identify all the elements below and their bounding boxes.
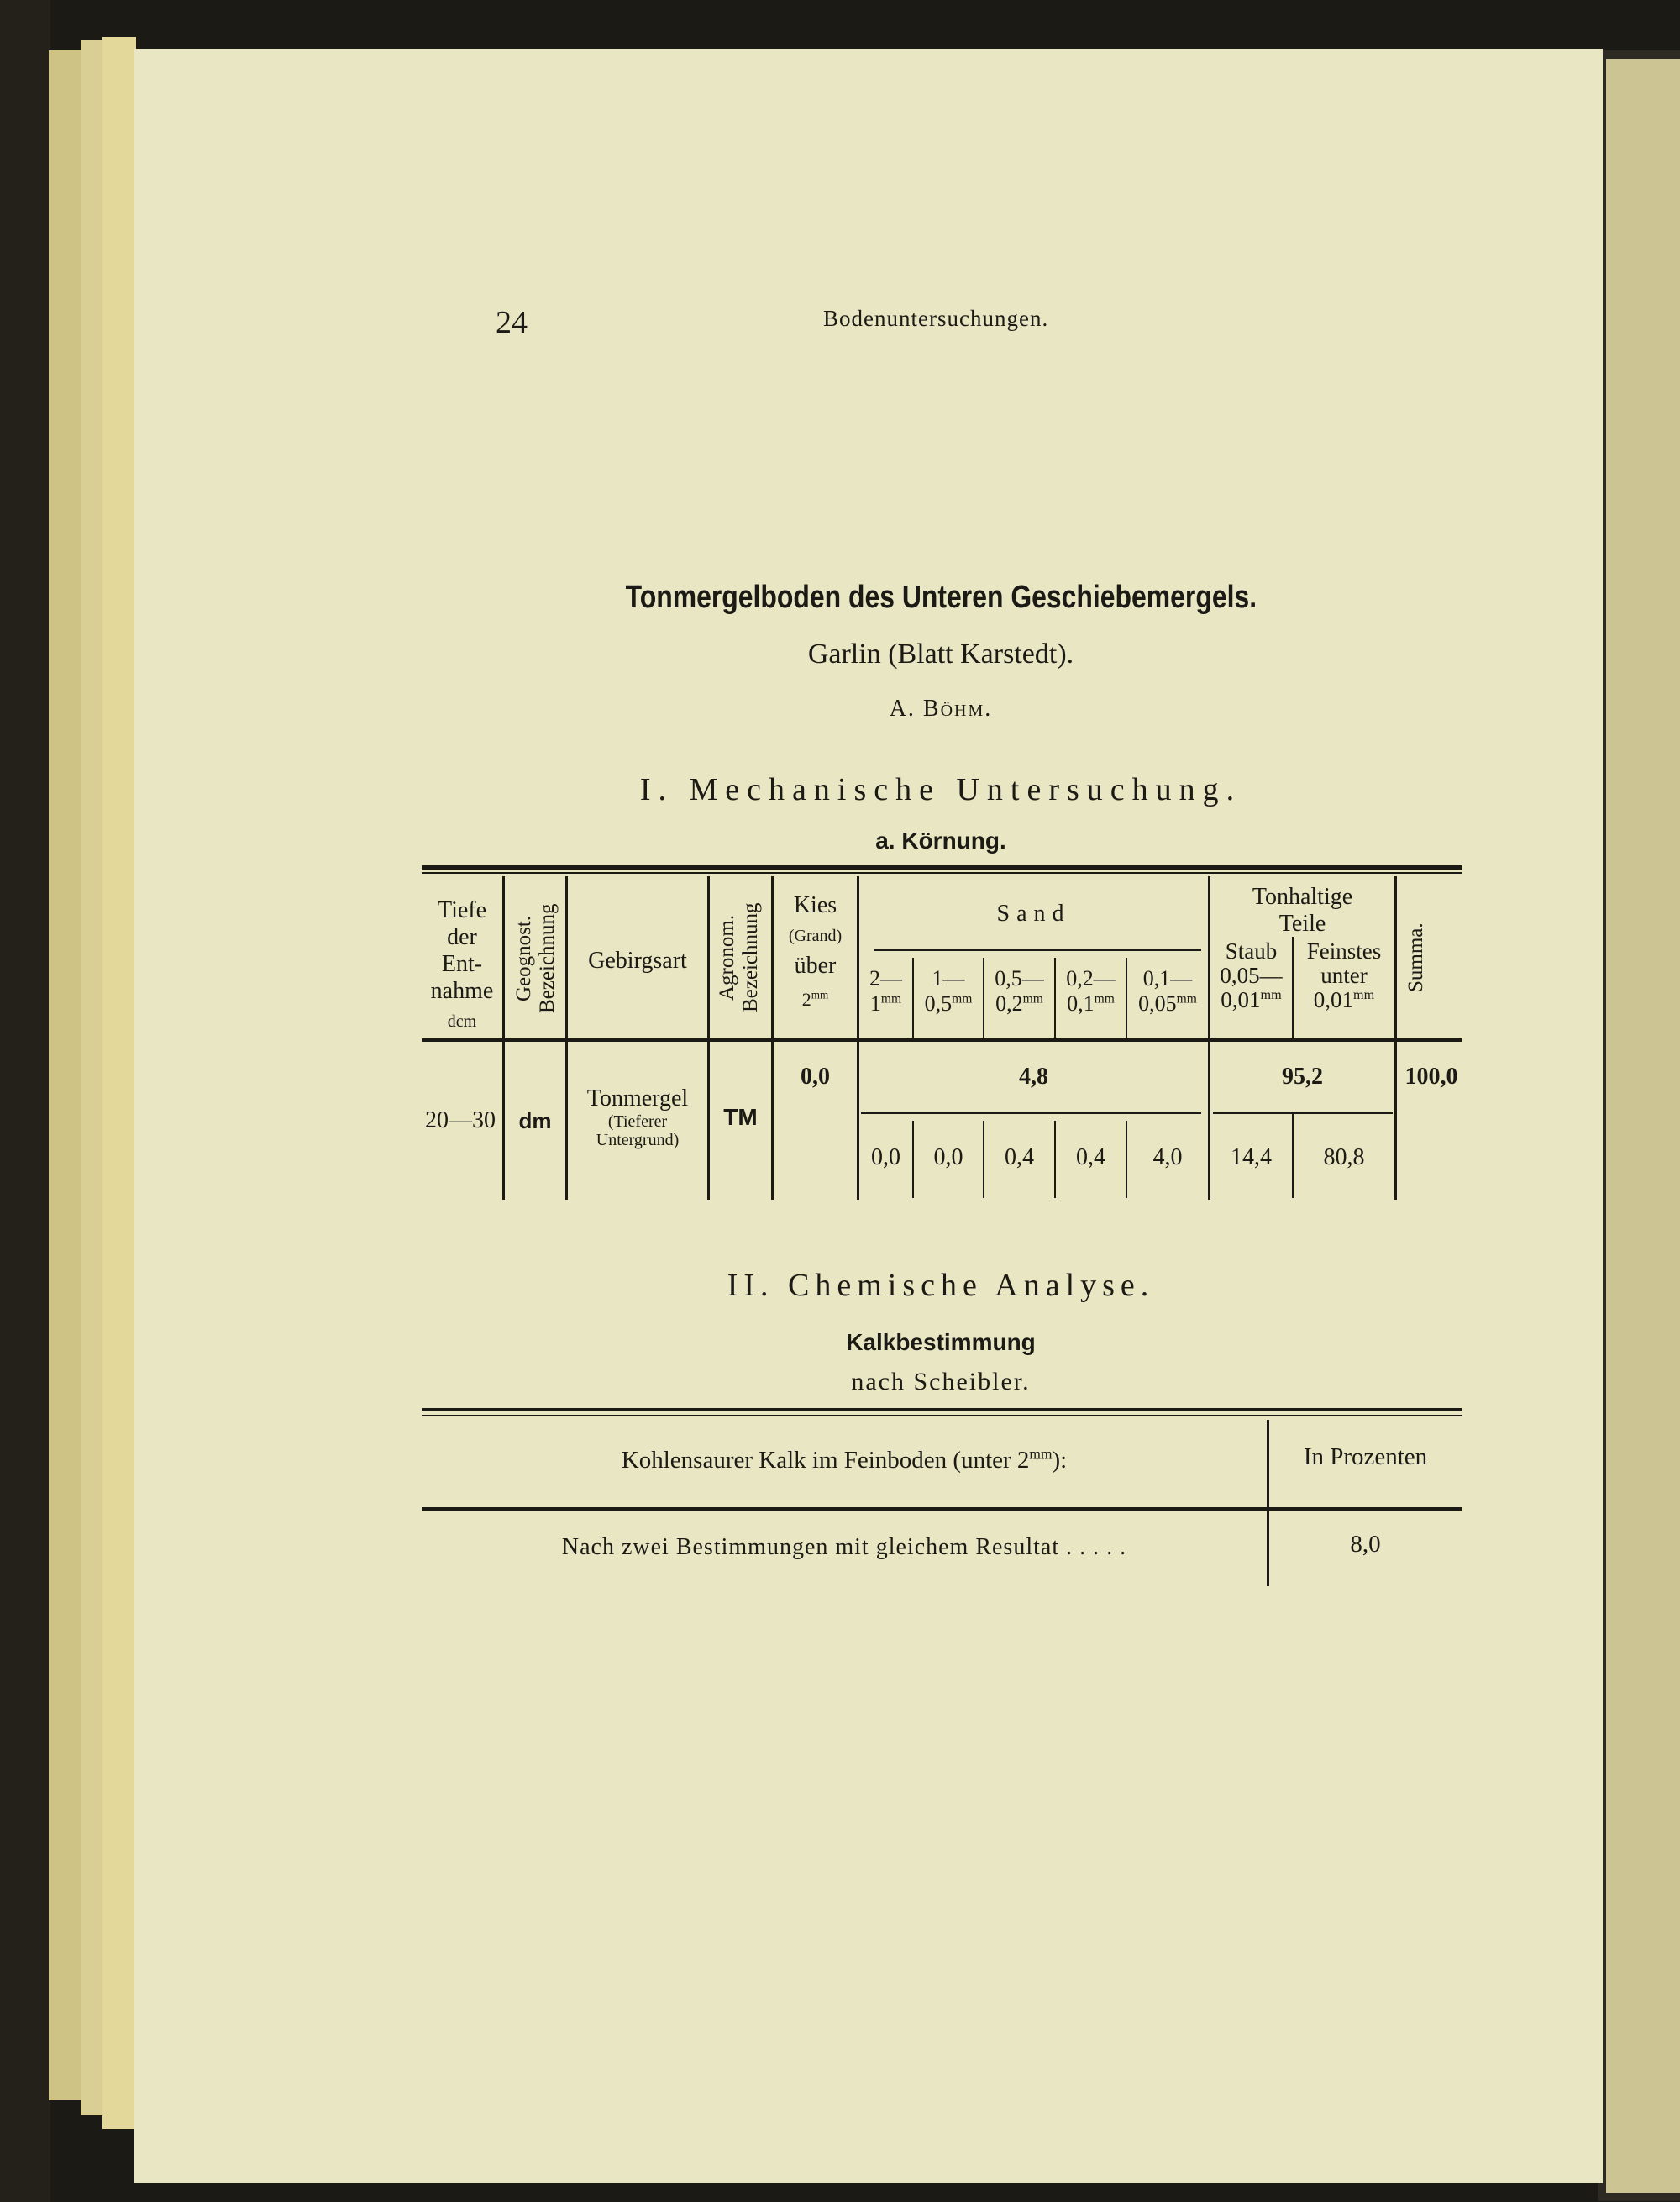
- header-sand-02-01: [1056, 966, 1126, 1017]
- book-page: [134, 49, 1603, 2183]
- cell-agronom: TM: [723, 1104, 758, 1130]
- header-kies-line: über: [794, 953, 837, 979]
- header-staub-line: 0,05—: [1220, 963, 1283, 988]
- sand-sub-top: 1—: [932, 966, 965, 991]
- sand-sub-bottom: 0,1: [1067, 991, 1095, 1016]
- col-rule: [707, 876, 710, 1200]
- header-sand-2-1: [859, 966, 912, 1017]
- cell-staub-value: 14,4: [1231, 1144, 1272, 1170]
- cell-feinstes-value: 80,8: [1323, 1144, 1365, 1170]
- col-rule: [502, 876, 505, 1200]
- author: A. Böhm.: [889, 696, 993, 722]
- cell-gebirgsart: [568, 1085, 707, 1149]
- header-sand-01-005: [1127, 966, 1208, 1017]
- lime-table-top-rule-thin: [422, 1415, 1462, 1416]
- ton-body-rule: [1213, 1112, 1393, 1114]
- lime-table-row-label: Nach zwei Bestimmungen mit gleichem Resultat . . . . .: [561, 1534, 1127, 1560]
- sand-sub-bottom: 1: [869, 991, 881, 1016]
- header-kies-line: Kies: [793, 892, 837, 918]
- header-kies-unit: 2: [801, 989, 811, 1010]
- cell-ton-total: 95,2: [1282, 1064, 1323, 1090]
- section-heading-chemical: II. Chemische Analyse.: [727, 1268, 1155, 1303]
- sand-sub-bottom: 0,05: [1138, 991, 1177, 1016]
- book-spine-shadow: [0, 0, 50, 2202]
- sand-sub-top: 0,1—: [1142, 966, 1193, 991]
- table-top-rule-thin: [422, 872, 1462, 874]
- header-tiefe-line: Ent-: [441, 951, 483, 977]
- method-note: nach Scheibler.: [851, 1368, 1031, 1395]
- cell-gebirgsart-note: Untergrund): [596, 1131, 680, 1149]
- sand-body-rule: [861, 1112, 1201, 1114]
- running-head: Bodenuntersuchungen.: [823, 306, 1049, 331]
- facing-page-strip: [1606, 59, 1680, 2193]
- header-sand-1-05: [914, 966, 983, 1017]
- sand-sub-rule: [874, 949, 1201, 951]
- page-title: Tonmergelboden des Unteren Geschiebemergels.: [625, 580, 1257, 615]
- cell-sand-value: 0,0: [871, 1144, 900, 1170]
- sand-sub-top: 0,2—: [1066, 966, 1116, 991]
- subheading-kalkbestimmung: Kalkbestimmung: [846, 1329, 1036, 1355]
- lime-table-label-header: [422, 1447, 1267, 1474]
- header-ton-line: Teile: [1278, 911, 1326, 937]
- lime-table-row-value: 8,0: [1350, 1531, 1381, 1558]
- cell-sand-value: 0,4: [1076, 1144, 1105, 1170]
- section-heading-mechanical: I. Mechanische Untersuchung.: [639, 772, 1242, 807]
- subheading-koernung: a. Körnung.: [875, 828, 1006, 854]
- header-tiefe-line: der: [447, 924, 477, 950]
- cell-tiefe: 20—30: [425, 1107, 496, 1133]
- header-sand: Sand: [996, 901, 1071, 927]
- header-feinstes-line: unter: [1320, 963, 1368, 988]
- page-edge-stack: [102, 37, 136, 2129]
- sand-sub-top: 2—: [869, 966, 902, 991]
- unit-mm: mm: [880, 991, 902, 1006]
- header-tiefe-line: nahme: [430, 978, 494, 1004]
- cell-summa: 100,0: [1404, 1064, 1458, 1090]
- header-summa: Summa.: [1404, 922, 1427, 993]
- lime-table-header-rule: [422, 1507, 1462, 1511]
- cell-gebirgsart-note: (Tieferer: [607, 1112, 668, 1131]
- header-ton-line: Tonhaltige: [1252, 884, 1353, 910]
- header-kies-line: (Grand): [788, 927, 843, 945]
- unit-mm: mm: [811, 988, 829, 1001]
- unit-mm: mm: [1022, 991, 1043, 1006]
- table-header-rule: [422, 1038, 1462, 1042]
- header-staub: [1210, 939, 1292, 1012]
- header-geognost: Geognost. Bezeichnung: [512, 903, 559, 1014]
- table-top-rule: [422, 865, 1462, 870]
- cell-sand-value: 4,0: [1152, 1144, 1183, 1170]
- lime-table-value-header: In Prozenten: [1303, 1443, 1428, 1470]
- cell-sand-total: 4,8: [1019, 1064, 1048, 1090]
- lime-label-tail: ):: [1052, 1447, 1068, 1474]
- header-gebirgsart: Gebirgsart: [588, 948, 687, 974]
- page-edge-stack: [49, 50, 82, 2100]
- header-tiefe-line: Tiefe: [437, 897, 487, 923]
- title-wrap: [504, 580, 1378, 616]
- header-sand-05-02: [984, 966, 1054, 1017]
- col-rule: [1394, 876, 1397, 1200]
- lime-label-text: Kohlensaurer Kalk im Feinboden (unter 2: [621, 1447, 1030, 1474]
- cell-sand-value: 0,0: [933, 1144, 963, 1170]
- sand-sub-bottom: 0,5: [924, 991, 953, 1016]
- header-feinstes-line: 0,01: [1313, 987, 1354, 1012]
- unit-mm: mm: [1260, 987, 1282, 1002]
- header-kies: [774, 892, 857, 1013]
- lime-table-top-rule: [422, 1408, 1462, 1411]
- cell-gebirgsart-main: Tonmergel: [586, 1085, 689, 1112]
- col-rule: [565, 876, 568, 1200]
- page-number: 24: [496, 305, 528, 340]
- header-agronom: Agronom. Bezeichnung: [716, 902, 762, 1013]
- cell-sand-value: 0,4: [1005, 1144, 1034, 1170]
- cell-geognost: dm: [518, 1108, 552, 1133]
- location-subtitle: Garlin (Blatt Karstedt).: [807, 639, 1074, 670]
- unit-mm: mm: [1094, 991, 1115, 1006]
- unit-mm: mm: [1029, 1445, 1053, 1463]
- header-staub-line: 0,01: [1221, 987, 1261, 1012]
- cell-kies: 0,0: [801, 1064, 830, 1090]
- header-tiefe: [422, 897, 502, 1035]
- unit-mm: mm: [1176, 991, 1197, 1006]
- sand-sub-top: 0,5—: [995, 966, 1044, 991]
- header-feinstes-line: Feinstes: [1306, 938, 1382, 964]
- sand-sub-bottom: 0,2: [995, 991, 1023, 1016]
- unit-mm: mm: [952, 991, 973, 1006]
- header-staub-line: Staub: [1225, 938, 1278, 964]
- header-tonhaltige: [1210, 884, 1394, 938]
- header-feinstes: [1294, 939, 1394, 1012]
- unit-mm: mm: [1353, 987, 1375, 1002]
- header-tiefe-unit: dcm: [447, 1012, 477, 1031]
